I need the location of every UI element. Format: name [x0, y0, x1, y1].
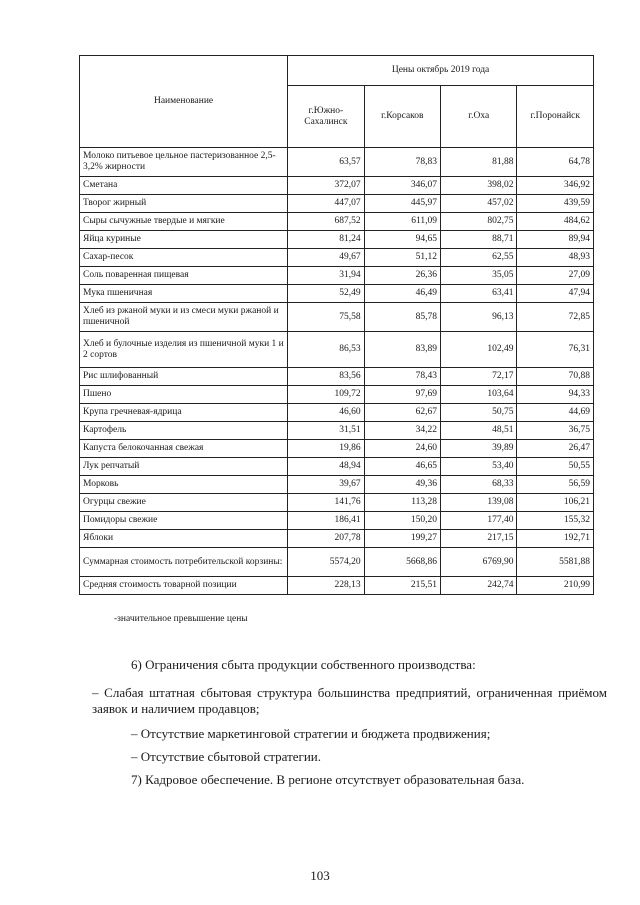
table-row	[80, 530, 594, 548]
header-city-cell: г.Южно-Сахалинск	[288, 86, 364, 148]
prices-table	[79, 55, 594, 595]
product-name-cell: Яблоки	[80, 530, 288, 548]
price-cell: 186,41	[288, 512, 364, 530]
table-row	[80, 458, 594, 476]
price-cell: 89,94	[517, 231, 594, 249]
price-cell: 106,21	[517, 494, 594, 512]
price-cell: 96,13	[441, 303, 517, 332]
price-cell: 31,94	[288, 267, 364, 285]
price-cell: 27,09	[517, 267, 594, 285]
product-name-cell: Яйца куриные	[80, 231, 288, 249]
price-cell: 48,93	[517, 249, 594, 267]
paragraph-no-marketing-strategy: – Отсутствие маркетинговой стратегии и бюджета продвижения;	[131, 726, 491, 741]
product-name-cell: Рис шлифованный	[80, 368, 288, 386]
price-cell: 50,55	[517, 458, 594, 476]
price-cell: 228,13	[288, 577, 364, 595]
price-cell: 439,59	[517, 195, 594, 213]
product-name-cell: Хлеб из ржаной муки и из смеси муки ржаной и пшеничной	[80, 303, 288, 332]
price-cell: 83,56	[288, 368, 364, 386]
product-name-cell: Крупа гречневая-ядрица	[80, 404, 288, 422]
price-cell: 83,89	[364, 332, 440, 368]
price-cell: 47,94	[517, 285, 594, 303]
price-cell: 484,62	[517, 213, 594, 231]
price-cell: 46,60	[288, 404, 364, 422]
price-cell: 24,60	[364, 440, 440, 458]
table-row	[80, 386, 594, 404]
price-cell: 49,67	[288, 249, 364, 267]
price-cell: 72,85	[517, 303, 594, 332]
price-cell: 31,51	[288, 422, 364, 440]
price-cell: 102,49	[441, 332, 517, 368]
table-row	[80, 177, 594, 195]
table-row	[80, 303, 594, 332]
price-cell: 81,88	[441, 148, 517, 177]
table-row	[80, 494, 594, 512]
header-city-cell: г.Корсаков	[364, 86, 440, 148]
price-cell: 62,67	[364, 404, 440, 422]
product-name-cell: Суммарная стоимость потребительской корзины:	[80, 548, 288, 577]
price-cell: 53,40	[441, 458, 517, 476]
table-row	[80, 285, 594, 303]
table-row	[80, 577, 594, 595]
header-city-cell: г.Оха	[441, 86, 517, 148]
price-cell: 139,08	[441, 494, 517, 512]
price-cell: 26,36	[364, 267, 440, 285]
paragraph-no-sales-strategy: – Отсутствие сбытовой стратегии.	[131, 749, 322, 764]
price-cell: 242,74	[441, 577, 517, 595]
price-cell: 39,67	[288, 476, 364, 494]
price-cell: 207,78	[288, 530, 364, 548]
table-row	[80, 404, 594, 422]
table-row	[80, 368, 594, 386]
price-cell: 346,92	[517, 177, 594, 195]
product-name-cell: Помидоры свежие	[80, 512, 288, 530]
product-name-cell: Сметана	[80, 177, 288, 195]
price-cell: 192,71	[517, 530, 594, 548]
price-cell: 76,31	[517, 332, 594, 368]
price-cell: 19,86	[288, 440, 364, 458]
price-cell: 447,07	[288, 195, 364, 213]
price-cell: 5668,86	[364, 548, 440, 577]
product-name-cell: Картофель	[80, 422, 288, 440]
table-row	[80, 213, 594, 231]
price-cell: 177,40	[441, 512, 517, 530]
price-cell: 48,94	[288, 458, 364, 476]
product-name-cell: Морковь	[80, 476, 288, 494]
price-cell: 611,09	[364, 213, 440, 231]
page-number: 103	[310, 868, 330, 883]
paragraph-staffing: 7) Кадровое обеспечение. В регионе отсутствует образовательная база.	[131, 772, 525, 787]
price-cell: 78,43	[364, 368, 440, 386]
table-row	[80, 476, 594, 494]
price-cell: 5581,88	[517, 548, 594, 577]
product-name-cell: Огурцы свежие	[80, 494, 288, 512]
price-cell: 63,57	[288, 148, 364, 177]
price-cell: 445,97	[364, 195, 440, 213]
price-cell: 199,27	[364, 530, 440, 548]
price-cell: 210,99	[517, 577, 594, 595]
price-cell: 217,15	[441, 530, 517, 548]
table-row	[80, 249, 594, 267]
price-cell: 63,41	[441, 285, 517, 303]
product-name-cell: Творог жирный	[80, 195, 288, 213]
product-name-cell: Средняя стоимость товарной позиции	[80, 577, 288, 595]
product-name-cell: Пшено	[80, 386, 288, 404]
price-cell: 109,72	[288, 386, 364, 404]
price-cell: 802,75	[441, 213, 517, 231]
price-cell: 94,65	[364, 231, 440, 249]
price-cell: 39,89	[441, 440, 517, 458]
price-cell: 50,75	[441, 404, 517, 422]
price-cell: 78,83	[364, 148, 440, 177]
price-cell: 26,47	[517, 440, 594, 458]
header-period-cell: Цены октябрь 2019 года	[288, 56, 594, 86]
price-cell: 72,17	[441, 368, 517, 386]
price-cell: 113,28	[364, 494, 440, 512]
price-cell: 62,55	[441, 249, 517, 267]
price-cell: 52,49	[288, 285, 364, 303]
price-cell: 85,78	[364, 303, 440, 332]
price-cell: 5574,20	[288, 548, 364, 577]
paragraph-weak-sales-structure: – Слабая штатная сбытовая структура большинства предприятий, ограниченная приёмом заявок и наличием продавцов;	[92, 685, 607, 716]
price-cell: 64,78	[517, 148, 594, 177]
product-name-cell: Капуста белокочанная свежая	[80, 440, 288, 458]
product-name-cell: Соль поваренная пищевая	[80, 267, 288, 285]
product-name-cell: Мука пшеничная	[80, 285, 288, 303]
price-cell: 48,51	[441, 422, 517, 440]
table-footnote: -значительное превышение цены	[114, 614, 248, 624]
header-city-cell: г.Поронайск	[517, 86, 594, 148]
table-row	[80, 548, 594, 577]
table-row	[80, 231, 594, 249]
price-cell: 86,53	[288, 332, 364, 368]
price-cell: 34,22	[364, 422, 440, 440]
price-cell: 398,02	[441, 177, 517, 195]
product-name-cell: Сахар-песок	[80, 249, 288, 267]
table-row	[80, 195, 594, 213]
product-name-cell: Молоко питьевое цельное пастеризованное 2,5-3,2% жирности	[80, 148, 288, 177]
price-cell: 75,58	[288, 303, 364, 332]
price-cell: 103,64	[441, 386, 517, 404]
paragraph-sales-restrictions: 6) Ограничения сбыта продукции собственного производства:	[131, 657, 476, 672]
price-cell: 81,24	[288, 231, 364, 249]
price-cell: 35,05	[441, 267, 517, 285]
price-cell: 687,52	[288, 213, 364, 231]
price-cell: 94,33	[517, 386, 594, 404]
price-cell: 36,75	[517, 422, 594, 440]
table-row	[80, 148, 594, 177]
table-row	[80, 267, 594, 285]
table-row	[80, 440, 594, 458]
price-cell: 457,02	[441, 195, 517, 213]
price-cell: 97,69	[364, 386, 440, 404]
table-row	[80, 512, 594, 530]
header-name-cell: Наименование	[80, 56, 288, 148]
price-cell: 150,20	[364, 512, 440, 530]
table-row	[80, 422, 594, 440]
table-header-row	[80, 56, 594, 86]
price-cell: 141,76	[288, 494, 364, 512]
price-cell: 44,69	[517, 404, 594, 422]
price-cell: 56,59	[517, 476, 594, 494]
table-row	[80, 332, 594, 368]
product-name-cell: Лук репчатый	[80, 458, 288, 476]
price-cell: 68,33	[441, 476, 517, 494]
price-cell: 46,49	[364, 285, 440, 303]
product-name-cell: Хлеб и булочные изделия из пшеничной муки 1 и 2 сортов	[80, 332, 288, 368]
price-cell: 49,36	[364, 476, 440, 494]
price-cell: 155,32	[517, 512, 594, 530]
price-cell: 88,71	[441, 231, 517, 249]
product-name-cell: Сыры сычужные твердые и мягкие	[80, 213, 288, 231]
price-cell: 70,88	[517, 368, 594, 386]
price-cell: 215,51	[364, 577, 440, 595]
price-cell: 46,65	[364, 458, 440, 476]
price-cell: 372,07	[288, 177, 364, 195]
price-cell: 51,12	[364, 249, 440, 267]
price-cell: 346,07	[364, 177, 440, 195]
price-cell: 6769,90	[441, 548, 517, 577]
